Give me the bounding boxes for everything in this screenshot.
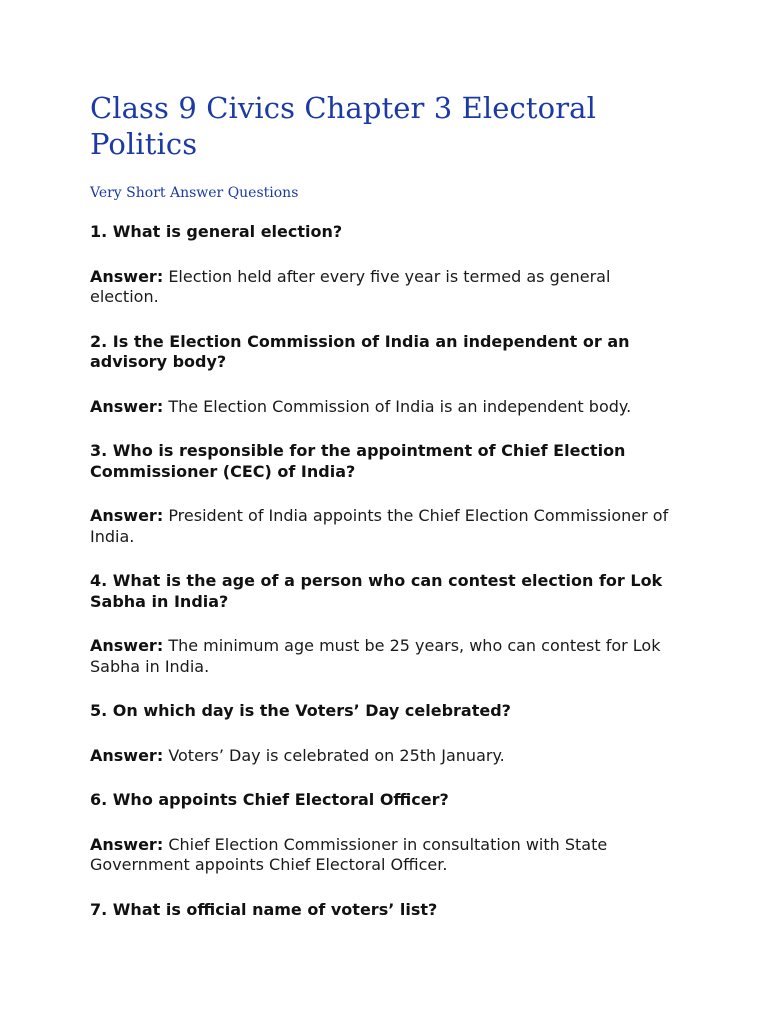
answer-text: Election held after every five year is termed as general election. bbox=[90, 266, 611, 306]
answer-3 bbox=[90, 506, 680, 547]
answer-text: Voters’ Day is celebrated on 25th January. bbox=[168, 745, 505, 765]
question-4: 4. What is the age of a person who can contest election for Lok Sabha in India? bbox=[90, 571, 663, 611]
page-title: Class 9 Civics Chapter 3 Electoral Politics bbox=[90, 91, 596, 161]
answer-1 bbox=[90, 267, 680, 308]
question-7: 7. What is official name of voters’ list? bbox=[90, 899, 438, 919]
question-3: 3. Who is responsible for the appointment of Chief Election Commissioner (CEC) of India? bbox=[90, 441, 626, 481]
answer-6 bbox=[90, 835, 680, 876]
answer-label: Answer: bbox=[90, 834, 164, 854]
answer-text: President of India appoints the Chief Election Commissioner of India. bbox=[90, 506, 669, 546]
answer-label: Answer: bbox=[90, 266, 164, 286]
question-6: 6. Who appoints Chief Electoral Officer? bbox=[90, 790, 449, 809]
answer-label: Answer: bbox=[90, 396, 164, 416]
question-5: 5. On which day is the Voters’ Day celebrated? bbox=[90, 701, 511, 720]
section-subtitle: Very Short Answer Questions bbox=[90, 185, 299, 201]
document-page bbox=[90, 90, 680, 944]
answer-4 bbox=[90, 636, 680, 677]
answer-text: Chief Election Commissioner in consultation with State Government appoints Chief Electoral Officer. bbox=[90, 834, 608, 874]
answer-5 bbox=[90, 746, 680, 767]
question-2: 2. Is the Election Commission of India an independent or an advisory body? bbox=[90, 331, 630, 371]
answer-label: Answer: bbox=[90, 636, 164, 655]
answer-label: Answer: bbox=[90, 745, 164, 765]
answer-text: The Election Commission of India is an independent body. bbox=[168, 396, 632, 416]
answer-label: Answer: bbox=[90, 506, 164, 525]
qa-list bbox=[90, 222, 680, 920]
question-1: 1. What is general election? bbox=[90, 222, 343, 241]
answer-2 bbox=[90, 397, 680, 418]
answer-text: The minimum age must be 25 years, who can contest for Lok Sabha in India. bbox=[90, 636, 661, 676]
